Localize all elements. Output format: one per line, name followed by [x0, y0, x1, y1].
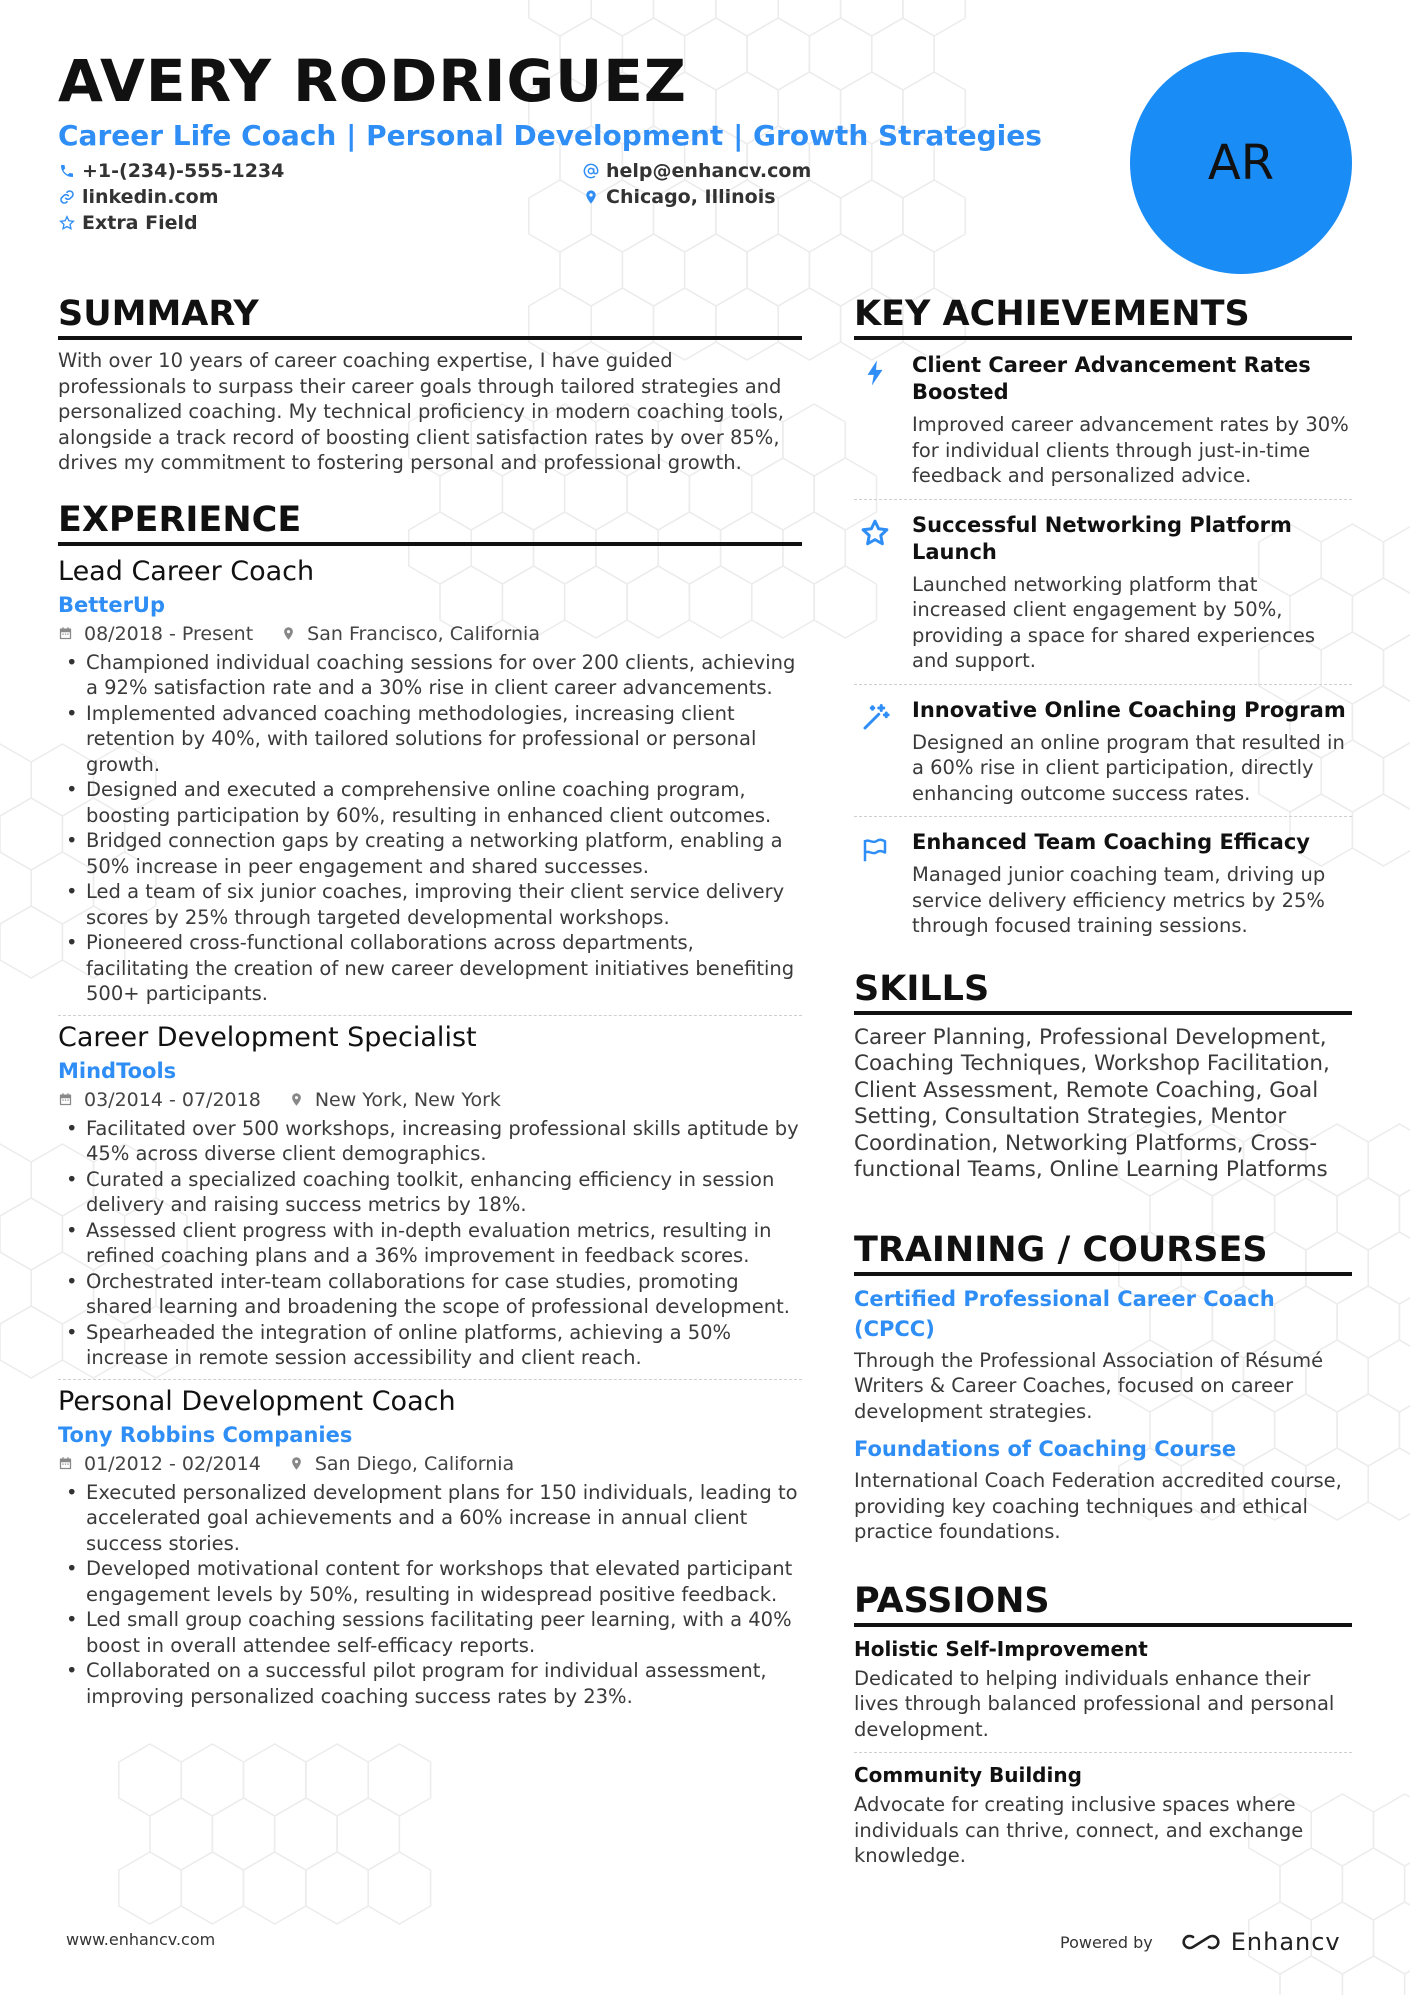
passion-title: Holistic Self-Improvement: [854, 1636, 1148, 1661]
passion-desc: Dedicated to helping individuals enhance their lives through balanced professional and personal development.: [854, 1666, 1335, 1741]
company-name[interactable]: MindTools: [58, 1058, 177, 1083]
company-name[interactable]: BetterUp: [58, 592, 166, 617]
job-title: Personal Development Coach: [58, 1385, 456, 1417]
achievement-title: Client Career Advancement Rates Boosted: [912, 353, 1311, 404]
job-location: New York, New York: [314, 1088, 501, 1111]
course-title[interactable]: Foundations of Coaching Course: [854, 1437, 1237, 1461]
skills-list: Career Planning, Professional Development, Coaching Techniques, Workshop Facilitation, Client Assessment, Remote Coaching, Goal Setting, Consultation Strategies, Mentor Coordination, Networking Platforms, Cross-functional Teams, Online Learning Platforms: [854, 1024, 1330, 1182]
contact-phone[interactable]: +1-(234)-555-1234: [58, 158, 284, 184]
job-dates: 03/2014 - 07/2018: [84, 1088, 261, 1111]
list-item: • Executed personalized development plans for 150 individuals, leading to accelerated goal achievements and a 60% increase in annual client success stories.: [58, 1480, 802, 1557]
location-pin-icon: [289, 1091, 307, 1109]
passion-desc: Advocate for creating inclusive spaces where individuals can thrive, connect, and exchange knowledge.: [854, 1793, 1304, 1867]
achievement-title: Enhanced Team Coaching Efficacy: [912, 830, 1310, 854]
skills-heading: SKILLS: [854, 967, 1352, 1015]
list-item: • Pioneered cross-functional collaborations across departments, facilitating the creation of new career development initiatives benefiting 500+ participants.: [58, 930, 802, 1007]
location-pin-icon: [582, 188, 600, 206]
experience-heading: EXPERIENCE: [58, 498, 802, 546]
at-icon: [582, 162, 600, 180]
divider: [854, 684, 1352, 685]
right-column: [854, 292, 1352, 1869]
achievement-title: Successful Networking Platform Launch: [912, 512, 1292, 564]
divider: [854, 1752, 1352, 1753]
phone-icon: [58, 162, 76, 180]
list-item: • Spearheaded the integration of online platforms, achieving a 50% increase in remote session accessibility and client reach.: [58, 1320, 802, 1371]
job-location: San Francisco, California: [307, 622, 540, 645]
divider: [58, 1379, 802, 1380]
list-item: • Designed and executed a comprehensive online coaching program, boosting participation by 60%, resulting in enhanced client outcomes.: [58, 777, 802, 828]
footer-powered: Powered by Enhancv: [1060, 1928, 1341, 1956]
list-item: • Facilitated over 500 workshops, increasing professional skills aptitude by 45% across diverse client demographics.: [58, 1116, 802, 1167]
contact-linkedin[interactable]: linkedin.com: [58, 184, 219, 210]
job-title: Lead Career Coach: [58, 555, 315, 587]
list-item: • Led a team of six junior coaches, improving their client service delivery scores by 25% through targeted developmental workshops.: [58, 879, 802, 930]
summary-heading: SUMMARY: [58, 292, 802, 340]
achievement-desc: Launched networking platform that increased client engagement by 50%, providing a space for shared experiences and support.: [912, 572, 1316, 672]
location-pin-icon: [281, 625, 299, 643]
contact-email[interactable]: help@enhancv.com: [582, 158, 811, 184]
list-item: • Curated a specialized coaching toolkit, enhancing efficiency in session delivery and raising success metrics by 18%.: [58, 1167, 802, 1218]
magic-wand-icon: [854, 697, 912, 807]
left-column: [58, 292, 802, 1709]
achievement-item: [854, 693, 1352, 815]
training-heading: TRAINING / COURSES: [854, 1228, 1352, 1276]
job-bullets: [58, 1480, 802, 1710]
contact-info: [58, 158, 898, 238]
footer-url[interactable]: www.enhancv.com: [66, 1930, 216, 1949]
achievement-item: [854, 825, 1352, 947]
achievement-item: [854, 508, 1352, 682]
company-name[interactable]: Tony Robbins Companies: [58, 1422, 353, 1447]
list-item: • Developed motivational content for workshops that elevated participant engagement levels by 50%, resulting in widespread positive feedback.: [58, 1556, 802, 1607]
divider: [854, 816, 1352, 817]
list-item: • Orchestrated inter-team collaborations for case studies, promoting shared learning and broadening the scope of professional development.: [58, 1269, 802, 1320]
calendar-icon: [58, 625, 76, 643]
experience-job: [58, 1020, 802, 1371]
experience-job: [58, 554, 802, 1007]
contact-extra: Extra Field: [58, 210, 198, 236]
contact-location: Chicago, Illinois: [582, 184, 776, 210]
course-desc: International Coach Federation accredited course, providing key coaching techniques and ethical practice foundations.: [854, 1469, 1342, 1543]
calendar-icon: [58, 1091, 76, 1109]
passion-title: Community Building: [854, 1763, 1082, 1787]
job-bullets: [58, 1116, 802, 1371]
job-meta: [58, 1086, 802, 1114]
job-location: San Diego, California: [314, 1452, 515, 1475]
achievement-desc: Managed junior coaching team, driving up service delivery efficiency metrics by 25% through focused training sessions.: [912, 863, 1326, 937]
achievement-desc: Improved career advancement rates by 30% for individual clients through just-in-time feedback and personalized advice.: [912, 413, 1349, 487]
job-meta: [58, 1450, 802, 1478]
avatar: AR: [1130, 52, 1352, 274]
achievement-item: [854, 348, 1352, 497]
list-item: • Bridged connection gaps by creating a networking platform, enabling a 50% increase in peer engagement and shared successes.: [58, 828, 802, 879]
candidate-title: Career Life Coach | Personal Development | Growth Strategies: [58, 119, 1042, 152]
list-item: • Assessed client progress with in-depth evaluation metrics, resulting in refined coaching plans and a 36% improvement in feedback scores.: [58, 1218, 802, 1269]
list-item: • Collaborated on a successful pilot program for individual assessment, improving personalized coaching success rates by 23%.: [58, 1658, 802, 1709]
achievements-heading: KEY ACHIEVEMENTS: [854, 292, 1352, 340]
course-title[interactable]: Certified Professional Career Coach (CPCC): [854, 1286, 1275, 1341]
achievement-desc: Designed an online program that resulted in a 60% rise in client participation, directly enhancing outcome success rates.: [912, 730, 1345, 805]
star-outline-icon: [58, 214, 76, 232]
calendar-icon: [58, 1455, 76, 1473]
list-item: • Implemented advanced coaching methodologies, increasing client retention by 40%, with tailored solutions for professional or personal growth.: [58, 701, 802, 778]
job-title: Career Development Specialist: [58, 1021, 477, 1053]
enhancv-logo[interactable]: Enhancv: [1179, 1928, 1341, 1956]
achievement-title: Innovative Online Coaching Program: [912, 697, 1346, 722]
job-meta: [58, 620, 802, 648]
link-icon: [58, 188, 76, 206]
list-item: • Championed individual coaching sessions for over 200 clients, achieving a 92% satisfaction rate and a 30% rise in client career advancements.: [58, 650, 802, 701]
list-item: • Led small group coaching sessions facilitating peer learning, with a 40% boost in overall attendee self-efficacy reports.: [58, 1607, 802, 1658]
candidate-name: AVERY RODRIGUEZ: [58, 47, 687, 115]
job-bullets: [58, 650, 802, 1007]
flag-icon: [854, 829, 912, 939]
course-desc: Through the Professional Association of Résumé Writers & Career Coaches, focused on career development strategies.: [854, 1348, 1324, 1423]
star-icon: [854, 512, 912, 674]
divider: [58, 1015, 802, 1016]
lightning-icon: [854, 352, 912, 489]
enhancv-logo-icon: [1179, 1930, 1223, 1954]
job-dates: 01/2012 - 02/2014: [84, 1452, 261, 1475]
job-dates: 08/2018 - Present: [84, 622, 254, 645]
divider: [854, 499, 1352, 500]
location-pin-icon: [289, 1455, 307, 1473]
passions-heading: PASSIONS: [854, 1579, 1352, 1627]
experience-job: [58, 1384, 802, 1710]
summary-text: With over 10 years of career coaching expertise, I have guided professionals to surpass their career goals through tailored strategies and personalized coaching. My technical proficiency in modern coaching tools, alongside a track record of boosting client satisfaction rates by over 85%, drives my commitment to fostering personal and professional growth.: [58, 349, 784, 474]
